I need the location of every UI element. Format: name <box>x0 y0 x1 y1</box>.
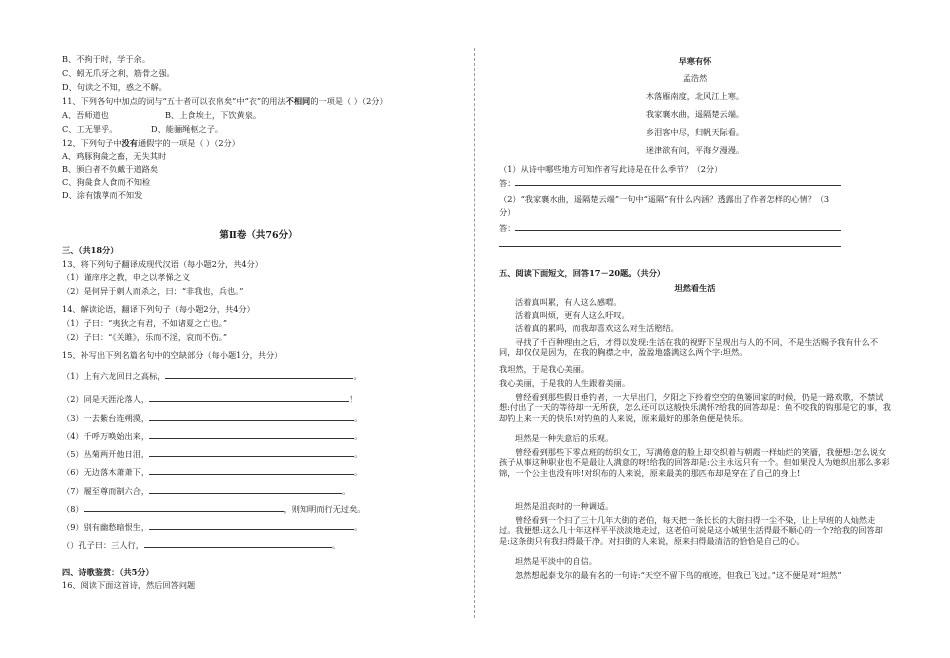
q15-item-10-post: 。 <box>331 540 341 550</box>
answer-line[interactable] <box>515 177 841 186</box>
q13-item-1: （1）谨庠序之教，申之以孝悌之义 <box>62 272 191 282</box>
poem-line-2: 我家襄水曲，遥隔楚云端。 <box>645 109 745 119</box>
q15-item-10 <box>62 539 340 550</box>
answer-label: 答： <box>499 223 516 233</box>
q15-item-10-pre: （）孔子曰：三人行， <box>62 540 144 550</box>
q15-item-6-pre: （6）无边落木萧萧下， <box>62 467 150 477</box>
q14-stem: 14、解读论语，翻译下列句子（每小题2分，共4分） <box>62 304 255 314</box>
q15-item-2 <box>62 393 357 404</box>
fill-blank[interactable] <box>84 503 284 512</box>
q15-item-6 <box>62 466 362 477</box>
q15-item-9-pre: （9）别有幽愁暗恨生， <box>62 522 150 532</box>
q10-option-b: B、不拘于时，学于余。 <box>62 54 150 64</box>
q15-item-3-post: 。 <box>354 413 363 423</box>
q15-item-1-post: 。 <box>353 371 362 381</box>
q15-item-3 <box>62 412 362 423</box>
q10-option-c: C、蚓无爪牙之利，筋骨之强。 <box>62 68 175 78</box>
q15-item-8-pre: （8） <box>62 504 84 514</box>
right-column <box>499 0 891 658</box>
q12-option-a: A、鸡豚狗彘之畜，无失其时 <box>62 151 167 161</box>
section4-title: 四、诗歌鉴赏：（共5分） <box>62 567 154 577</box>
article-paragraph: 活着真的累吗，而我却喜欢这么对生活赔结。 <box>515 323 679 333</box>
poem-title: 早寒有怀 <box>678 56 712 66</box>
article-paragraph: 忽然想起泰戈尔的最有名的一句诗:“天空不留下鸟的痕迹，但我已飞过。”这不便是对“坦然” <box>515 570 842 580</box>
q11-option-c: C、工无罪乎。 <box>62 124 118 134</box>
q15-item-1-pre: （1）上有六龙回日之高标， <box>62 371 166 381</box>
answer-line[interactable] <box>515 222 841 231</box>
q12-stem-bold: 没有 <box>121 138 138 148</box>
q15-item-9-post: 。 <box>354 522 363 532</box>
fill-blank[interactable] <box>149 448 354 457</box>
q16-1-stem: （1）从诗中哪些地方可知作者写此诗是在什么季节？（2分） <box>499 164 723 174</box>
article-paragraph: 曾经看到那些假日垂钓者，一大早出门，夕阳之下拎着空空的鱼篓回家的时候，仍是一路欢歌，不禁试想:付出了一天的等待却一无所获，怎么还可以这般快乐满怀?给我的回答却是：鱼不咬我的钩那是它的事，我却钓上来一天的快乐!对钓鱼的人来说，原来最好的那条鱼便是快乐。 <box>499 392 891 423</box>
q15-item-4-post: 。 <box>354 431 363 441</box>
q11-option-b: B、上食埃土，下饮黄泉。 <box>165 110 262 120</box>
poem-line-4: 迷津欲有问，平海夕漫漫。 <box>645 145 745 155</box>
q15-item-2-post: ！ <box>349 394 358 404</box>
q15-item-1 <box>62 370 362 381</box>
q15-item-5-pre: （5）丛菊两开他日泪， <box>62 449 150 459</box>
q12-stem-a: 12、下列句子中 <box>62 138 122 148</box>
q15-item-7-post: 。 <box>342 486 351 496</box>
q15-item-5 <box>62 448 362 459</box>
article-paragraph: 坦然是一种失意后的乐观。 <box>515 433 614 443</box>
q15-item-5-post: 。 <box>354 449 363 459</box>
poem-line-3: 乡泪客中尽，归帆天际看。 <box>645 127 745 137</box>
poem-author: 孟浩然 <box>682 73 708 83</box>
article-paragraph: 我心美丽，于是我的人生跟着美丽。 <box>499 378 631 388</box>
q15-item-8-post: ，则知明而行无过矣。 <box>283 504 366 514</box>
q16-stem: 16、阅读下面这首诗，然后回答问题 <box>62 580 196 590</box>
q16-2-stem-b: 分） <box>499 207 516 217</box>
article-paragraph: 活着真叫烦，更有人这么吁叹。 <box>515 310 630 320</box>
q12-option-b: B、颁白者不负戴于道路矣 <box>62 164 159 174</box>
fill-blank[interactable] <box>165 370 353 379</box>
article-title: 坦然看生活 <box>674 283 716 293</box>
q16-2-stem-a: （2）“我家襄水曲，遥隔楚云端”一句中“遥隔”有什么内涵？透露出了作者怎样的心情？（3 <box>499 194 830 204</box>
article-paragraph: 坦然是平淡中的自信。 <box>515 556 597 566</box>
q15-item-4 <box>62 430 362 441</box>
q12-option-c: C、狗彘食人食而不知检 <box>62 177 151 187</box>
fill-blank[interactable] <box>149 521 354 530</box>
q15-item-6-post: 。 <box>354 467 363 477</box>
q15-item-9 <box>62 521 362 532</box>
article-paragraph: 曾经看到那些下零点班的纺织女工，写满倦意的脸上却交织着与朝霞一样灿烂的笑靥，我便想:怎么说女孩子从事这种职业也不是最让人满意的呀!给我的回答却是:公主永远只有一个。但如果没人为她织出那么多彩锦，一个公主也没有咔!对织布的人来说，原来最美的那匹布却是穿在了自己的身上! <box>499 447 890 478</box>
q11-stem-b: 的一项是（ ）（2分） <box>310 96 388 106</box>
q13-item-2: （2）是何异于刺人而杀之，曰：“非我也，兵也。” <box>62 286 244 296</box>
fill-blank[interactable] <box>149 412 354 421</box>
fill-blank[interactable] <box>149 466 354 475</box>
q11-stem-bold: 不相同 <box>285 96 311 106</box>
poem-line-1: 木落雁南度，北风江上寒。 <box>645 91 745 101</box>
article-paragraph: 活着真叫累，有人这么感喟。 <box>515 297 622 307</box>
q11-option-d: D、能骊绳枢之子。 <box>151 124 224 134</box>
fill-blank[interactable] <box>149 430 354 439</box>
q10-option-d: D、句读之不知，惑之不解。 <box>62 82 167 92</box>
article-paragraph: 曾经看到一个扫了三十几年大街的老伯，每天把一条长长的大街扫得一尘不染，让上早班的人灿然走过。我便想:这么几十年这样平平淡淡地走过，这老伯可说是这小城里生活得最不顺心的一个?给我的回答却是:这条街只有我扫得最干净。对扫街的人来说，原来扫得最清洁的恰恰是自己的心。 <box>499 515 883 546</box>
part2-title: 第Ⅱ卷（共76分） <box>219 230 298 241</box>
q15-item-7 <box>62 485 350 496</box>
q14-item-2: （2）子曰：“《关雎》，乐而不淫，哀而不伤。” <box>62 332 228 342</box>
section3-title: 三、（共18分） <box>62 245 119 255</box>
q15-item-2-pre: （2）同是天涯沦落人， <box>62 394 150 404</box>
fill-blank[interactable] <box>144 539 332 548</box>
answer-label: 答： <box>499 178 516 188</box>
fill-blank[interactable] <box>149 393 349 402</box>
q16-2-answer <box>499 222 841 233</box>
section5-title: 五、阅读下面短文，回答17－20题。（共分） <box>499 268 666 278</box>
q12-stem <box>62 138 240 148</box>
q11-option-a: A、吾师道也 <box>62 110 109 120</box>
q15-item-3-pre: （3）一去紫台连朔漠， <box>62 413 150 423</box>
fill-blank[interactable] <box>149 485 342 494</box>
article-paragraph: 寻找了千百种理由之后，才得以发现:生活在我的视野下呈现出与人的不同，不是生活赐予我有什么不同，却仅仅是因为，在我的胸襟之中，盈盈地盛满这么两个字:坦然。 <box>499 337 879 358</box>
q11-stem-a: 11、下列各句中加点的词与“五十者可以衣帛矣”中“衣”的用法 <box>62 96 286 106</box>
q12-stem-b: 通假字的一项是（ ）（2分） <box>137 138 240 148</box>
q15-stem: 15、补写出下列名篇名句中的空缺部分（每小题1分，共分） <box>62 350 283 360</box>
q16-1-answer <box>499 177 841 188</box>
q15-item-8 <box>62 503 365 514</box>
left-column <box>62 0 455 658</box>
q12-option-d: D、涂有饿莩而不知发 <box>62 190 143 200</box>
answer-line-extra[interactable] <box>499 238 841 247</box>
q15-item-4-pre: （4）千呼万唤始出来， <box>62 431 150 441</box>
q13-stem: 13、将下列句子翻译成现代汉语（每小题2分，共4分） <box>62 259 263 269</box>
article-paragraph: 坦然是沮丧时的一种调适。 <box>515 501 614 511</box>
q15-item-7-pre: （7）履至尊而制六合， <box>62 486 150 496</box>
q14-item-1: （1）子曰：“夷狄之有君，不如诸夏之亡也。” <box>62 318 228 328</box>
article-paragraph: 我坦然，于是我心美丽。 <box>499 364 590 374</box>
q11-stem <box>62 96 388 106</box>
column-divider <box>474 48 475 618</box>
